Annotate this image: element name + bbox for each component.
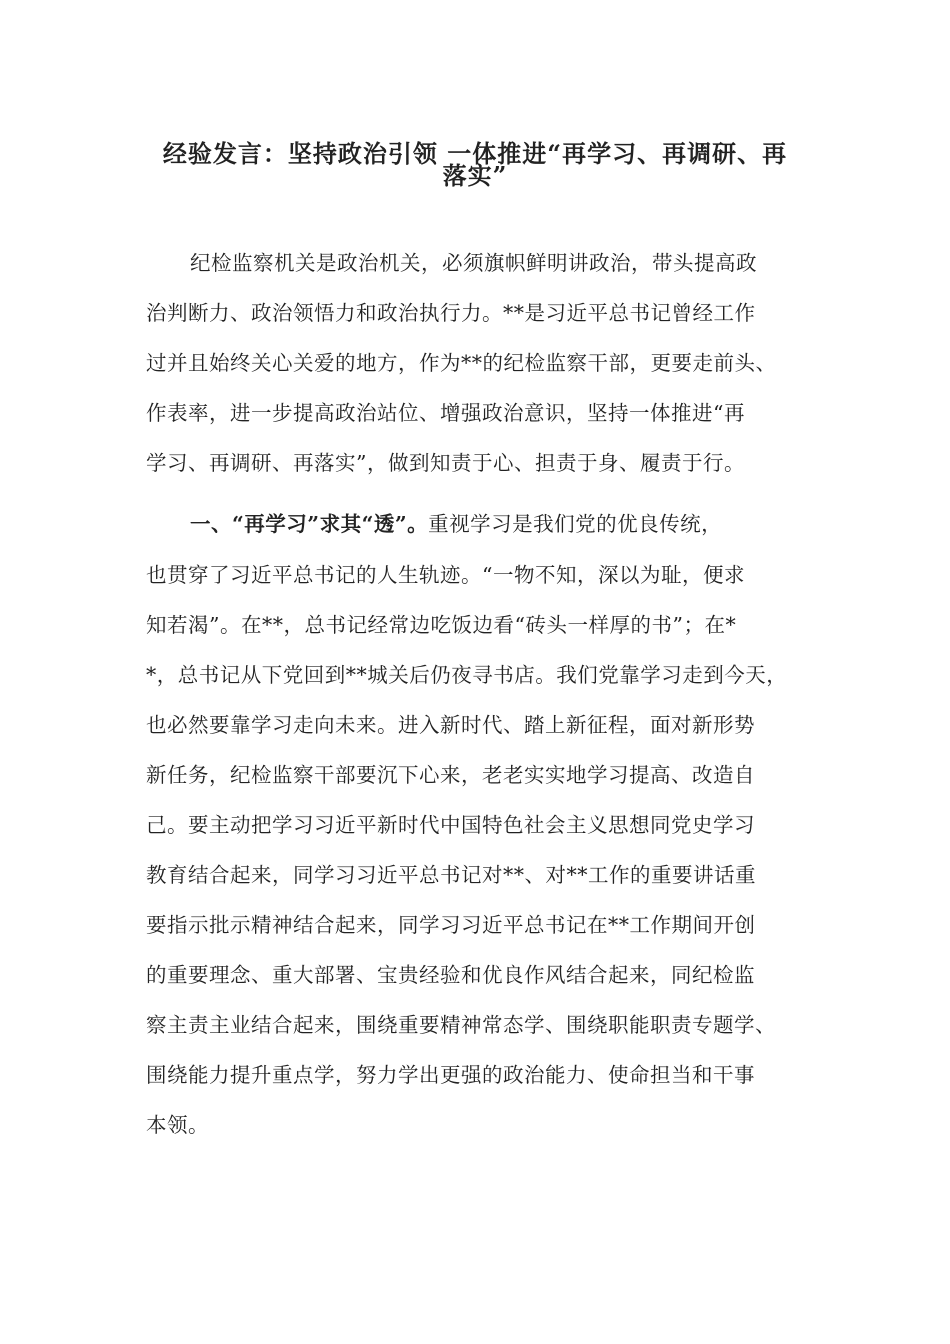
paragraph-line: 的重要理念、重大部署、宝贵经验和优良作风结合起来，同纪检监 [146, 963, 755, 987]
document-title-line-2 [120, 161, 830, 190]
paragraph-line [190, 514, 722, 535]
paragraph-line: 学习、再调研、再落实”，做到知责于心、担责于身、履责于行。 [146, 451, 745, 475]
paragraph-line: 也贯穿了习近平总书记的人生轨迹。“一物不知，深以为耻，便求 [146, 563, 745, 587]
paragraph-line: 己。要主动把学习习近平新时代中国特色社会主义思想同党史学习 [146, 813, 755, 837]
paragraph-line: 也必然要靠学习走向未来。进入新时代、踏上新征程，面对新形势 [146, 713, 755, 737]
document-title-line-2-text: 落实” [442, 161, 508, 190]
paragraph-line: 治判断力、政治领悟力和政治执行力。**是习近平总书记曾经工作 [146, 301, 756, 325]
paragraph-line: 本领。 [146, 1113, 209, 1137]
paragraph-line: 知若渴”。在**，总书记经常边吃饭边看“砖头一样厚的书”；在* [146, 613, 737, 637]
paragraph-line: 新任务，纪检监察干部要沉下心来，老老实实地学习提高、改造自 [146, 763, 755, 787]
section-heading: 一、“再学习”求其“透”。 [190, 512, 429, 536]
paragraph-line: 教育结合起来，同学习习近平总书记对**、对**工作的重要讲话重 [146, 863, 756, 887]
section-heading-continuation: 重视学习是我们党的优良传统， [428, 512, 723, 536]
paragraph-line: 察主责主业结合起来，围绕重要精神常态学、围绕职能职责专题学、 [146, 1013, 776, 1037]
paragraph-line: 围绕能力提升重点学，努力学出更强的政治能力、使命担当和干事 [146, 1063, 755, 1087]
paragraph-line: 作表率，进一步提高政治站位、增强政治意识，坚持一体推进“再 [146, 401, 745, 425]
document-title-line-1: 经验发言：坚持政治引领 一体推进“再学习、再调研、再 [162, 139, 788, 168]
paragraph-line: 纪检监察机关是政治机关，必须旗帜鲜明讲政治，带头提高政 [190, 251, 757, 275]
paragraph-line: 过并且始终关心关爱的地方，作为**的纪检监察干部，更要走前头、 [146, 351, 777, 375]
paragraph-line: 要指示批示精神结合起来，同学习习近平总书记在**工作期间开创 [146, 913, 756, 937]
paragraph-line: *，总书记从下党回到**城关后仍夜寻书店。我们党靠学习走到今天， [146, 663, 788, 687]
